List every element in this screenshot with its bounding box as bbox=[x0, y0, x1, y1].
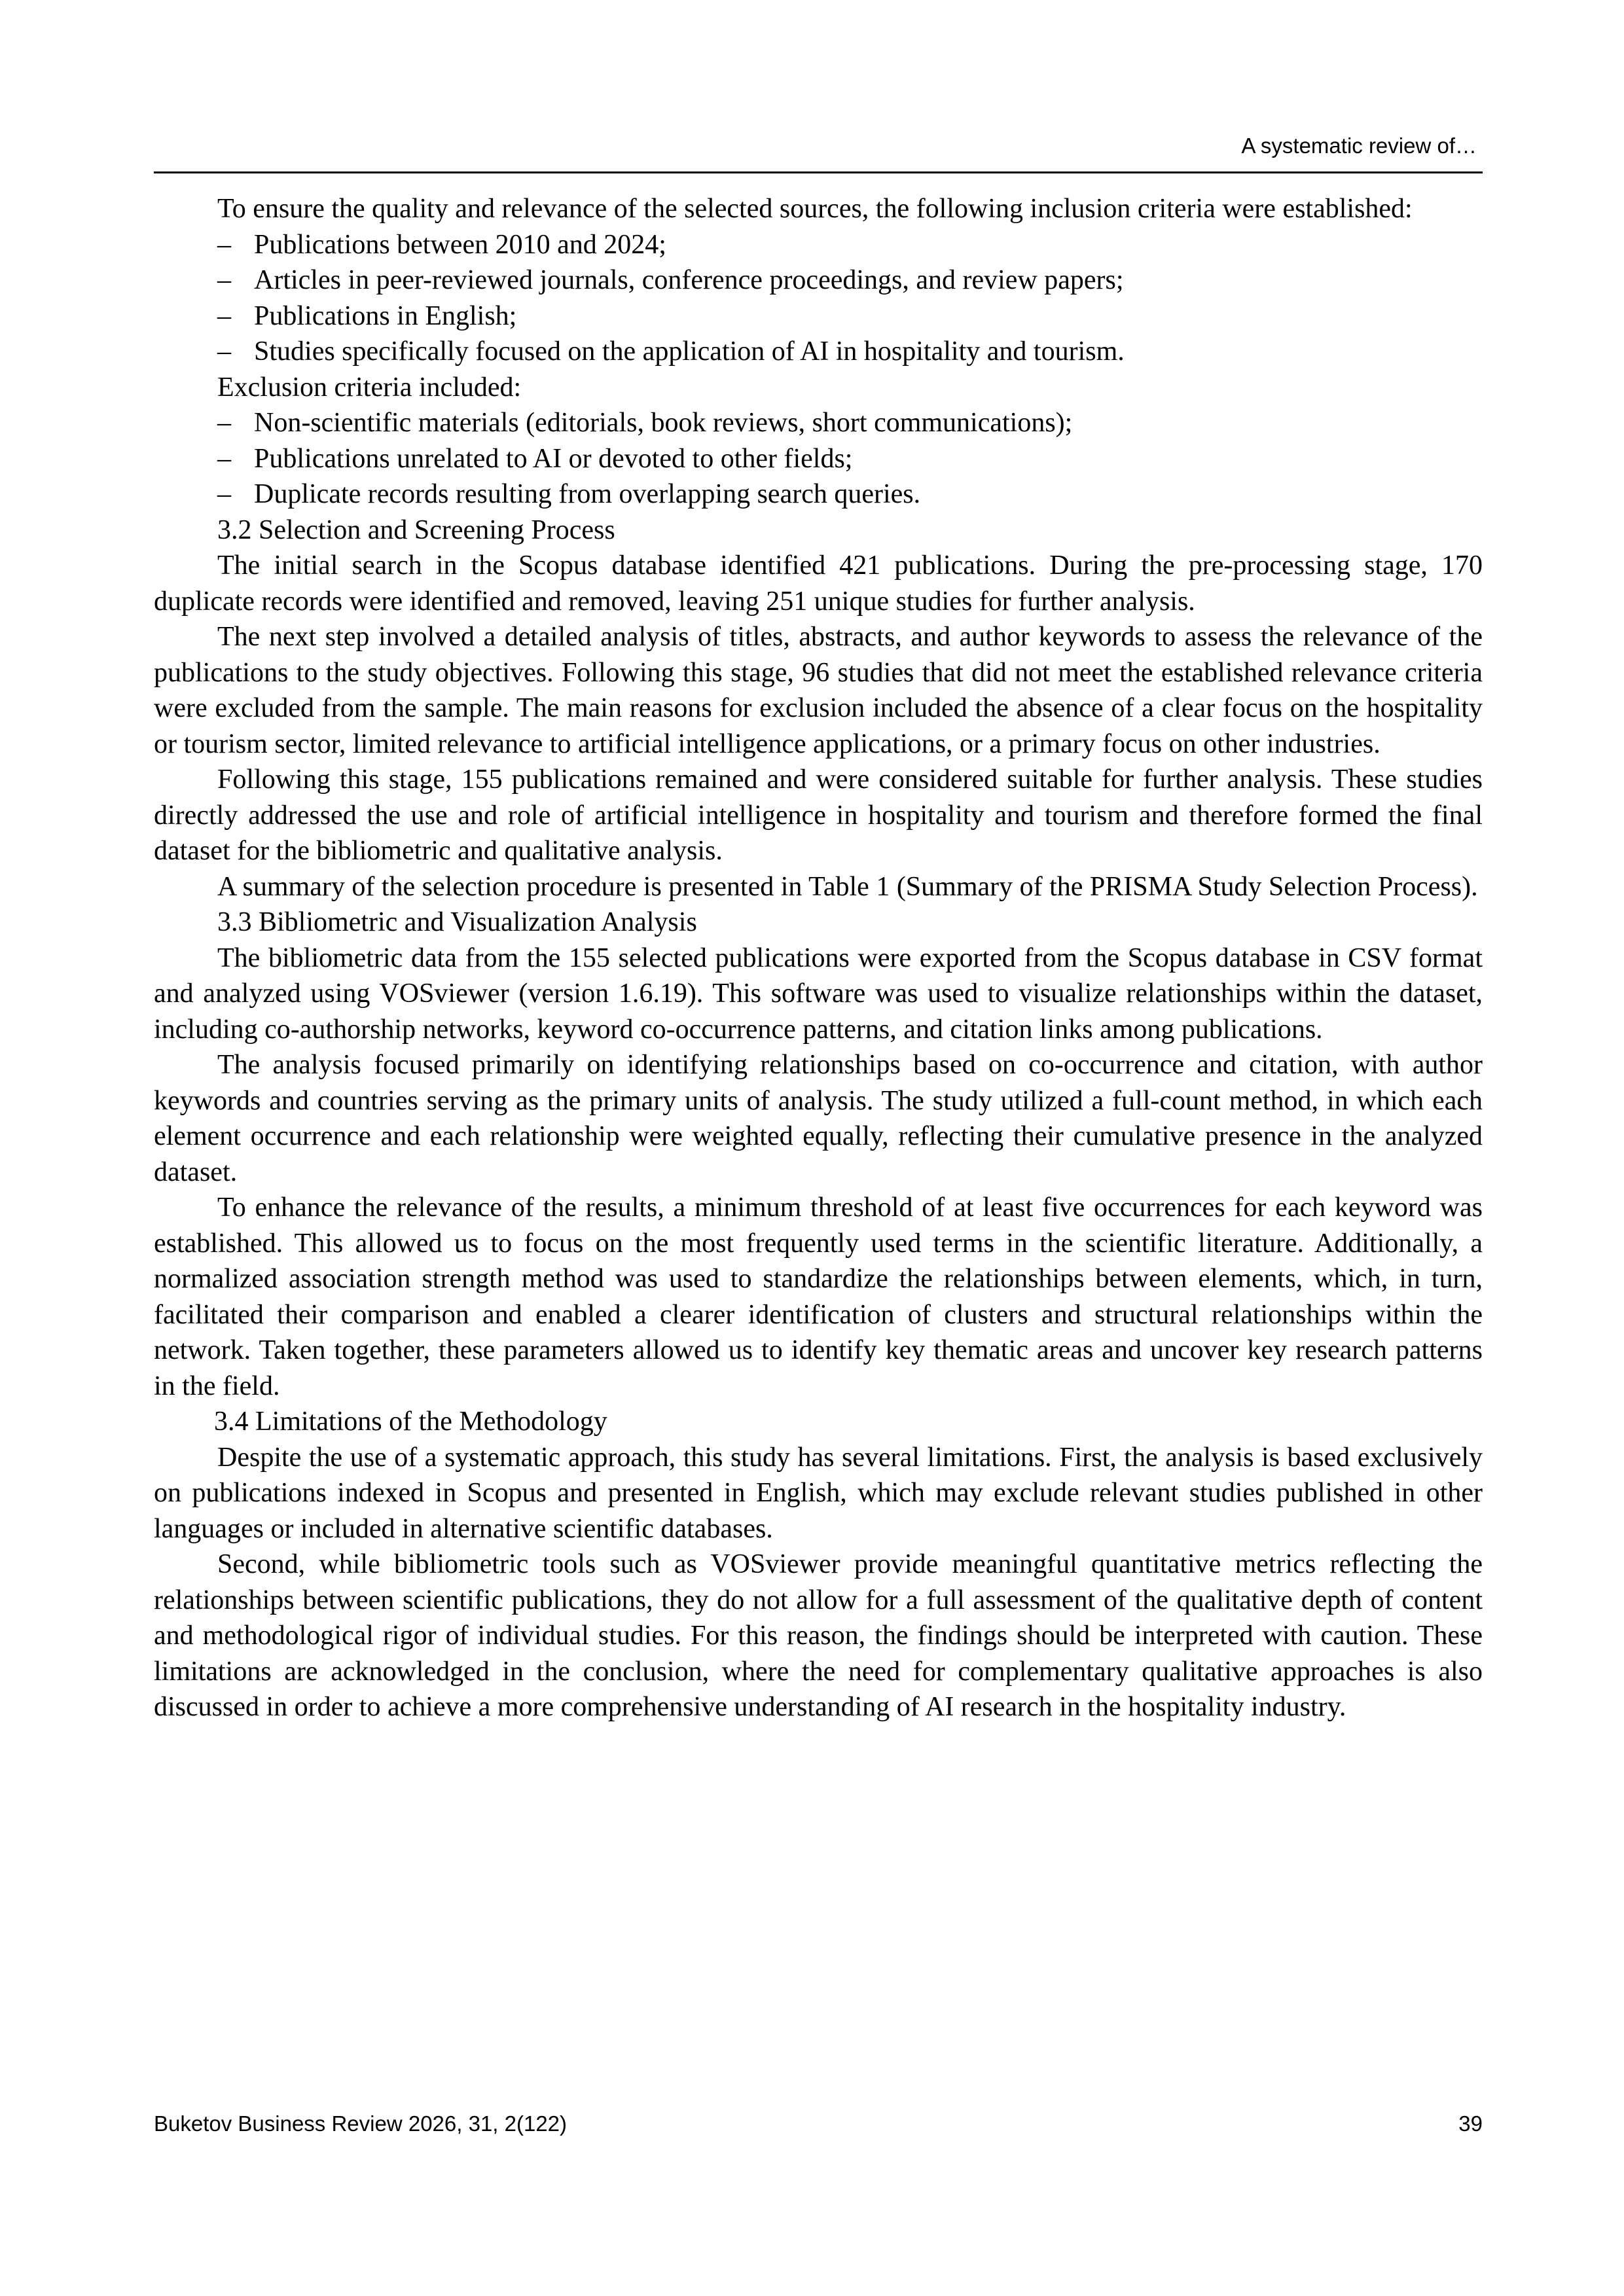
section-3-4-paragraph: Second, while bibliometric tools such as VOSviewer provide meaningful quantitative metrics reflecting the relationships between scientific publications, they do not allow for a full assessment of the qualitative depth of content and methodological rigor of individual studies. For this reason, the findings should be interpreted with caution. These limitations are acknowledged in the conclusion, where the need for complementary qualitative approaches is also discussed in order to achieve a more comprehensive understanding of AI research in the hospitality industry. bbox=[154, 1549, 1483, 1722]
section-3-3-paragraph: To enhance the relevance of the results, a minimum threshold of at least five occurrences for each keyword was established. This allowed us to focus on the most frequently used terms in the scientific literature. Additionally, a normalized association strength method was used to standardize the relationships between elements, which, in turn, facilitated their comparison and enabled a clearer identification of clusters and structural relationships within the network. Taken together, these parameters allowed us to identify key thematic areas and uncover key research patterns in the field. bbox=[154, 1193, 1483, 1401]
section-heading-3-2: 3.2 Selection and Screening Process bbox=[217, 514, 615, 545]
dash-bullet-icon: – bbox=[217, 479, 231, 509]
dash-bullet-icon: – bbox=[217, 229, 231, 260]
exclusion-criterion bbox=[154, 476, 1483, 512]
inclusion-criterion-text: Publications in English; bbox=[254, 300, 517, 331]
inclusion-criterion-text: Publications between 2010 and 2024; bbox=[254, 229, 666, 260]
page-number: 39 bbox=[1458, 2111, 1483, 2136]
dash-bullet-icon: – bbox=[217, 443, 231, 474]
section-3-4-paragraph: Despite the use of a systematic approach, this study has several limitations. First, the analysis is based exclusively on publications indexed in Scopus and presented in English, which may exclude relevant studies published in other languages or included in alternative scientific databases. bbox=[154, 1442, 1483, 1544]
dash-bullet-icon: – bbox=[217, 265, 231, 295]
running-header-title: A systematic review of… bbox=[1241, 134, 1477, 158]
exclusion-criterion-text: Duplicate records resulting from overlapping search queries. bbox=[254, 479, 921, 509]
inclusion-criterion-text: Articles in peer-reviewed journals, conference proceedings, and review papers; bbox=[254, 265, 1124, 295]
dash-bullet-icon: – bbox=[217, 336, 231, 367]
section-3-2-paragraph: The next step involved a detailed analysis of titles, abstracts, and author keywords to assess the relevance of the publications to the study objectives. Following this stage, 96 studies that did not meet the established relevance criteria were excluded from the sample. The main reasons for exclusion included the absence of a clear focus on the hospitality or tourism sector, limited relevance to artificial intelligence applications, or a primary focus on other industries. bbox=[154, 622, 1483, 759]
inclusion-criterion bbox=[154, 227, 1483, 263]
footer-journal-citation: Buketov Business Review 2026, 31, 2(122) bbox=[154, 2111, 568, 2136]
exclusion-criterion-text: Publications unrelated to AI or devoted to other fields; bbox=[254, 443, 853, 474]
exclusion-criterion-text: Non-scientific materials (editorials, book reviews, short communications); bbox=[254, 408, 1073, 438]
inclusion-criterion bbox=[154, 298, 1483, 334]
dash-bullet-icon: – bbox=[217, 300, 231, 331]
inclusion-criterion bbox=[154, 262, 1483, 298]
section-3-3-paragraph: The bibliometric data from the 155 selected publications were exported from the Scopus database in CSV format and analyzed using VOSviewer (version 1.6.19). This software was used to visualize relationships within the dataset, including co-authorship networks, keyword co-occurrence patterns, and citation links among publications. bbox=[154, 942, 1483, 1045]
section-3-2-paragraph: Following this stage, 155 publications remained and were considered suitable for further analysis. These studies directly addressed the use and role of artificial intelligence in hospitality and tourism and therefore formed the final dataset for the bibliometric and qualitative analysis. bbox=[154, 764, 1483, 866]
section-heading-3-3: 3.3 Bibliometric and Visualization Analysis bbox=[217, 907, 697, 937]
header-rule bbox=[154, 171, 1483, 173]
exclusion-criterion bbox=[154, 441, 1483, 477]
section-heading-3-4: 3.4 Limitations of the Methodology bbox=[214, 1407, 607, 1437]
inclusion-criterion-text: Studies specifically focused on the application of AI in hospitality and tourism. bbox=[254, 336, 1125, 367]
section-3-2-paragraph: The initial search in the Scopus database identified 421 publications. During the pre-processing stage, 170 duplicate records were identified and removed, leaving 251 unique studies for further analysis. bbox=[154, 550, 1483, 617]
inclusion-intro-paragraph: To ensure the quality and relevance of the selected sources, the following inclusion criteria were established: bbox=[217, 194, 1413, 224]
article-body bbox=[154, 191, 1483, 1725]
exclusion-criterion bbox=[154, 405, 1483, 441]
section-3-2-paragraph: A summary of the selection procedure is presented in Table 1 (Summary of the PRISMA Study Selection Process). bbox=[217, 871, 1478, 902]
dash-bullet-icon: – bbox=[217, 408, 231, 438]
exclusion-intro: Exclusion criteria included: bbox=[217, 372, 522, 403]
section-3-3-paragraph: The analysis focused primarily on identifying relationships based on co-occurrence and citation, with author keywords and countries serving as the primary units of analysis. The study utilized a full-count method, in which each element occurrence and each relationship were weighted equally, reflecting their cumulative presence in the analyzed dataset. bbox=[154, 1050, 1483, 1187]
inclusion-criterion bbox=[154, 334, 1483, 370]
